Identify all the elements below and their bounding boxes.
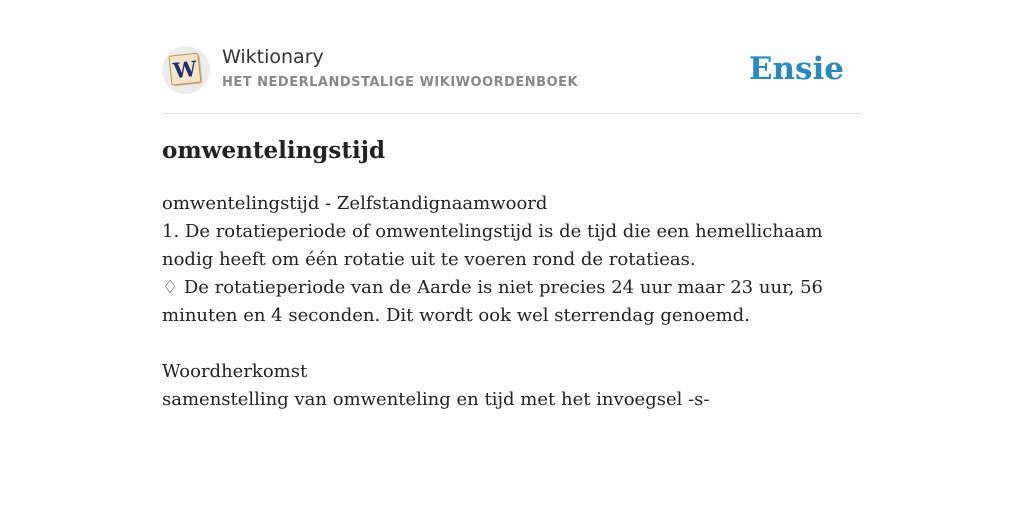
wiktionary-logo-icon[interactable] [162,46,210,94]
spacer [162,330,862,358]
example-text: ♢ De rotatieperiode van de Aarde is niet precies 24 uur maar 23 uur, 56 minuten en 4 seconden. Dit wordt ook wel sterrendag genoemd. [162,277,824,326]
site-tagline: HET NEDERLANDSTALIGE WIKIWOORDENBOEK [222,75,579,90]
logo-tile-graphic [162,46,210,94]
page [162,0,862,410]
etymology-text: samenstelling van omwenteling en tijd met het invoegsel -s- [162,389,710,410]
logo-letter: W [171,55,198,84]
brand-logo-link[interactable]: Ensie [748,51,844,87]
page-title: omwentelingstijd [162,137,386,164]
word-class-line: omwentelingstijd - Zelfstandignaamwoord [162,193,548,214]
site-name[interactable]: Wiktionary [222,46,324,68]
etymology-heading: Woordherkomst [162,361,308,382]
definition-text: 1. De rotatieperiode of omwentelingstijd is de tijd die een hemellichaam nodig heeft om één rotatie uit te voeren rond de rotatieas. [162,221,823,270]
site-header [162,0,862,114]
article-body [162,190,862,414]
